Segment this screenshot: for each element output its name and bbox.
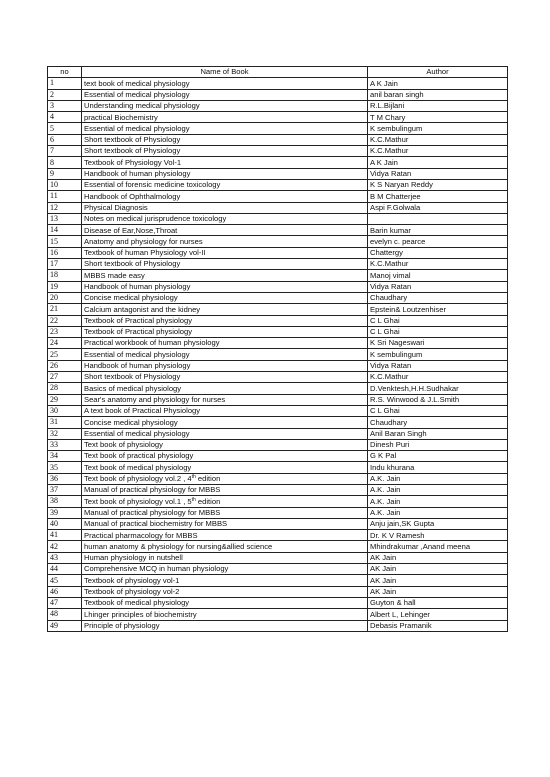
book-name: Basics of medical physiology xyxy=(82,383,368,394)
row-number: 1 xyxy=(48,78,82,89)
table-row xyxy=(48,372,508,383)
book-author: G K Pal xyxy=(368,451,508,462)
row-number: 31 xyxy=(48,417,82,428)
table-row xyxy=(48,530,508,541)
table-row xyxy=(48,112,508,123)
row-number: 20 xyxy=(48,292,82,303)
table-row xyxy=(48,428,508,439)
row-number: 47 xyxy=(48,597,82,608)
table-row xyxy=(48,620,508,631)
header-row xyxy=(48,67,508,78)
book-name: Anatomy and physiology for nurses xyxy=(82,236,368,247)
book-name: practical Biochemistry xyxy=(82,112,368,123)
book-author: A.K. Jain xyxy=(368,496,508,507)
book-name-tail: edition xyxy=(195,474,221,484)
table-row xyxy=(48,157,508,168)
book-author xyxy=(368,213,508,224)
table-body xyxy=(48,78,508,632)
row-number: 11 xyxy=(48,191,82,202)
table-row xyxy=(48,507,508,518)
table-row xyxy=(48,360,508,371)
book-name: Physical Diagnosis xyxy=(82,202,368,213)
table-row xyxy=(48,451,508,462)
row-number: 49 xyxy=(48,620,82,631)
table-row xyxy=(48,259,508,270)
book-author: Dinesh Puri xyxy=(368,439,508,450)
table-row xyxy=(48,247,508,258)
book-name: Manual of practical physiology for MBBS xyxy=(82,484,368,495)
table-row xyxy=(48,100,508,111)
table-row xyxy=(48,597,508,608)
book-name: Essential of medical physiology xyxy=(82,123,368,134)
book-author: T M Chary xyxy=(368,112,508,123)
book-author: K Sri Nageswari xyxy=(368,338,508,349)
book-name: Textbook of Practical physiology xyxy=(82,326,368,337)
book-name: Human physiology in nutshell xyxy=(82,552,368,563)
book-name: Handbook of human physiology xyxy=(82,168,368,179)
row-number: 48 xyxy=(48,609,82,620)
book-name: Concise medical physiology xyxy=(82,292,368,303)
book-author: Mhindrakumar ,Anand meena xyxy=(368,541,508,552)
book-name: MBBS made easy xyxy=(82,270,368,281)
book-name: Essential of medical physiology xyxy=(82,349,368,360)
table-row xyxy=(48,484,508,495)
row-number: 4 xyxy=(48,112,82,123)
table-row xyxy=(48,270,508,281)
header-name-of-book: Name of Book xyxy=(82,67,368,78)
row-number: 13 xyxy=(48,213,82,224)
row-number: 32 xyxy=(48,428,82,439)
book-name: A text book of Practical Physiology xyxy=(82,405,368,416)
row-number: 30 xyxy=(48,405,82,416)
row-number: 6 xyxy=(48,134,82,145)
book-author: K.C.Mathur xyxy=(368,259,508,270)
book-author: Barin kumar xyxy=(368,225,508,236)
book-name: Concise medical physiology xyxy=(82,417,368,428)
table-row xyxy=(48,383,508,394)
table-row xyxy=(48,225,508,236)
book-author: Aspi F.Golwala xyxy=(368,202,508,213)
row-number: 26 xyxy=(48,360,82,371)
book-author: C L Ghai xyxy=(368,315,508,326)
row-number: 37 xyxy=(48,484,82,495)
row-number: 19 xyxy=(48,281,82,292)
book-name: Sear's anatomy and physiology for nurses xyxy=(82,394,368,405)
table-header xyxy=(48,67,508,78)
book-name-text: Text book of physiology vol.1 , 5 xyxy=(84,496,192,506)
book-author: A K Jain xyxy=(368,78,508,89)
row-number: 28 xyxy=(48,383,82,394)
book-author: Guyton & hall xyxy=(368,597,508,608)
table-row xyxy=(48,326,508,337)
book-name: Essential of forensic medicine toxicology xyxy=(82,179,368,190)
table-row xyxy=(48,338,508,349)
row-number: 17 xyxy=(48,259,82,270)
table-row xyxy=(48,134,508,145)
table-row xyxy=(48,202,508,213)
row-number: 25 xyxy=(48,349,82,360)
book-name: Comprehensive MCQ in human physiology xyxy=(82,564,368,575)
book-name: Textbook of human Physiology vol-II xyxy=(82,247,368,258)
row-number: 43 xyxy=(48,552,82,563)
book-author: AK Jain xyxy=(368,586,508,597)
book-name: Principle of physiology xyxy=(82,620,368,631)
book-name: Handbook of Ophthalmology xyxy=(82,191,368,202)
table-row xyxy=(48,78,508,89)
row-number: 40 xyxy=(48,518,82,529)
table-row xyxy=(48,575,508,586)
book-author: B M Chatterjee xyxy=(368,191,508,202)
book-author: R.L.Bijlani xyxy=(368,100,508,111)
header-author: Author xyxy=(368,67,508,78)
table-row xyxy=(48,146,508,157)
book-author: K.C.Mathur xyxy=(368,372,508,383)
book-author: Manoj vimal xyxy=(368,270,508,281)
book-name: Disease of Ear,Nose,Throat xyxy=(82,225,368,236)
book-author: Chattergy xyxy=(368,247,508,258)
book-author: Albert L, Lehinger xyxy=(368,609,508,620)
edition-superscript: th xyxy=(191,496,196,503)
book-name: Essential of medical physiology xyxy=(82,89,368,100)
table-row xyxy=(48,213,508,224)
book-author: A K Jain xyxy=(368,157,508,168)
book-author: Vidya Ratan xyxy=(368,168,508,179)
book-name xyxy=(82,473,368,484)
book-name: text book of medical physiology xyxy=(82,78,368,89)
book-author: K S Naryan Reddy xyxy=(368,179,508,190)
row-number: 18 xyxy=(48,270,82,281)
row-number: 15 xyxy=(48,236,82,247)
book-author: evelyn c. pearce xyxy=(368,236,508,247)
table-row xyxy=(48,123,508,134)
row-number: 16 xyxy=(48,247,82,258)
table-row xyxy=(48,315,508,326)
edition-superscript: th xyxy=(191,474,196,481)
book-author: K.C.Mathur xyxy=(368,134,508,145)
book-author: Vidya Ratan xyxy=(368,281,508,292)
row-number: 29 xyxy=(48,394,82,405)
table-row xyxy=(48,191,508,202)
row-number: 12 xyxy=(48,202,82,213)
row-number: 33 xyxy=(48,439,82,450)
book-author: Anil Baran Singh xyxy=(368,428,508,439)
table-row xyxy=(48,179,508,190)
book-author: Epstein& Loutzenhiser xyxy=(368,304,508,315)
book-name: Text book of physiology xyxy=(82,439,368,450)
book-author: Chaudhary xyxy=(368,292,508,303)
book-author: Indu khurana xyxy=(368,462,508,473)
book-author: Anju jain,SK Gupta xyxy=(368,518,508,529)
row-number: 27 xyxy=(48,372,82,383)
book-author: R.S. Winwood & J.L.Smith xyxy=(368,394,508,405)
table-row xyxy=(48,586,508,597)
row-number: 3 xyxy=(48,100,82,111)
table-row xyxy=(48,609,508,620)
book-author: Vidya Ratan xyxy=(368,360,508,371)
book-name: Textbook of medical physiology xyxy=(82,597,368,608)
row-number: 22 xyxy=(48,315,82,326)
book-author: AK Jain xyxy=(368,564,508,575)
table-row xyxy=(48,349,508,360)
row-number: 14 xyxy=(48,225,82,236)
book-name-text: Text book of physiology vol.2 , 4 xyxy=(84,474,192,484)
book-author: A.K. Jain xyxy=(368,473,508,484)
book-author: C L Ghai xyxy=(368,405,508,416)
book-name-tail: edition xyxy=(195,496,221,506)
book-name: Lhinger principles of biochemistry xyxy=(82,609,368,620)
table-row xyxy=(48,405,508,416)
book-author: K sembulingum xyxy=(368,349,508,360)
book-author: Debasis Pramanik xyxy=(368,620,508,631)
book-name xyxy=(82,496,368,507)
book-author: A.K. Jain xyxy=(368,484,508,495)
book-author: AK Jain xyxy=(368,575,508,586)
book-author: Chaudhary xyxy=(368,417,508,428)
book-name: Manual of practical physiology for MBBS xyxy=(82,507,368,518)
book-name: Textbook of Practical physiology xyxy=(82,315,368,326)
table-row xyxy=(48,462,508,473)
book-author: D.Venktesh,H.H.Sudhakar xyxy=(368,383,508,394)
table-row xyxy=(48,168,508,179)
row-number: 2 xyxy=(48,89,82,100)
table-row xyxy=(48,473,508,484)
book-author: AK Jain xyxy=(368,552,508,563)
table-row xyxy=(48,564,508,575)
book-name: Handbook of human physiology xyxy=(82,281,368,292)
book-name: Textbook of physiology vol-1 xyxy=(82,575,368,586)
book-list-table xyxy=(47,66,508,632)
table-row xyxy=(48,89,508,100)
book-author: C L Ghai xyxy=(368,326,508,337)
row-number: 34 xyxy=(48,451,82,462)
row-number: 23 xyxy=(48,326,82,337)
book-name: Short textbook of Physiology xyxy=(82,146,368,157)
row-number: 24 xyxy=(48,338,82,349)
row-number: 38 xyxy=(48,496,82,507)
row-number: 45 xyxy=(48,575,82,586)
book-author: K.C.Mathur xyxy=(368,146,508,157)
book-name: Practical pharmacology for MBBS xyxy=(82,530,368,541)
table-row xyxy=(48,281,508,292)
book-name: Calcium antagonist and the kidney xyxy=(82,304,368,315)
book-name: Textbook of Physiology Vol-1 xyxy=(82,157,368,168)
book-author: anil baran singh xyxy=(368,89,508,100)
row-number: 9 xyxy=(48,168,82,179)
table-row xyxy=(48,394,508,405)
row-number: 21 xyxy=(48,304,82,315)
book-name: human anatomy & physiology for nursing&allied science xyxy=(82,541,368,552)
book-name: Manual of practical biochemistry for MBBS xyxy=(82,518,368,529)
table-row xyxy=(48,552,508,563)
table-row xyxy=(48,496,508,507)
book-author: A.K. Jain xyxy=(368,507,508,518)
row-number: 7 xyxy=(48,146,82,157)
book-name: Short textbook of Physiology xyxy=(82,134,368,145)
table-row xyxy=(48,304,508,315)
row-number: 8 xyxy=(48,157,82,168)
row-number: 39 xyxy=(48,507,82,518)
table-row xyxy=(48,236,508,247)
table-row xyxy=(48,541,508,552)
row-number: 46 xyxy=(48,586,82,597)
row-number: 41 xyxy=(48,530,82,541)
book-name: Understanding medical physiology xyxy=(82,100,368,111)
table-row xyxy=(48,439,508,450)
book-author: K sembulingum xyxy=(368,123,508,134)
book-name: Notes on medical jurisprudence toxicology xyxy=(82,213,368,224)
row-number: 5 xyxy=(48,123,82,134)
row-number: 44 xyxy=(48,564,82,575)
row-number: 36 xyxy=(48,473,82,484)
table-row xyxy=(48,417,508,428)
row-number: 10 xyxy=(48,179,82,190)
book-name: Essential of medical physiology xyxy=(82,428,368,439)
header-no: no xyxy=(48,67,82,78)
table-row xyxy=(48,518,508,529)
book-name: Practical workbook of human physiology xyxy=(82,338,368,349)
book-name: Short textbook of Physiology xyxy=(82,372,368,383)
book-name: Textbook of physiology vol-2 xyxy=(82,586,368,597)
book-name: Handbook of human physiology xyxy=(82,360,368,371)
row-number: 42 xyxy=(48,541,82,552)
book-name: Short textbook of Physiology xyxy=(82,259,368,270)
table-row xyxy=(48,292,508,303)
book-author: Dr. K V Ramesh xyxy=(368,530,508,541)
row-number: 35 xyxy=(48,462,82,473)
book-name: Text book of medical physiology xyxy=(82,462,368,473)
book-name: Text book of practical physiology xyxy=(82,451,368,462)
